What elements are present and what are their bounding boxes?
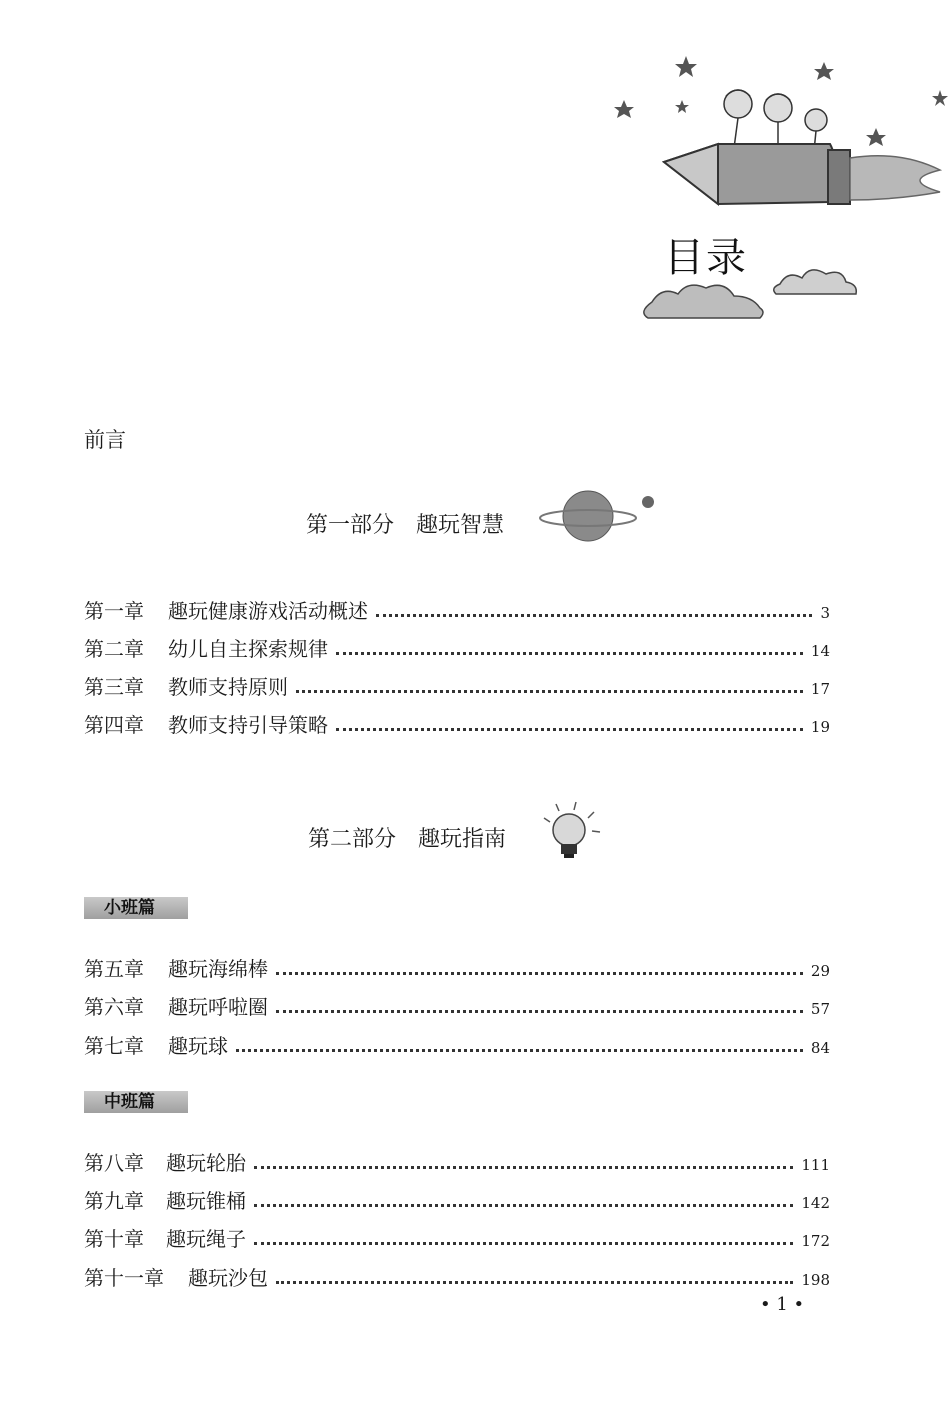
- chapter-title: 教师支持原则: [168, 675, 288, 699]
- chapter-number: 第三章: [84, 675, 144, 699]
- chapter-number: 第五章: [84, 957, 144, 981]
- toc-entry[interactable]: [84, 1261, 830, 1291]
- dot-leader: [376, 614, 812, 617]
- chapter-title: 趣玩健康游戏活动概述: [168, 599, 368, 623]
- dot-leader: [276, 1010, 803, 1013]
- part-one-label: 第一部分: [306, 513, 395, 538]
- chapter-title: 幼儿自主探索规律: [168, 637, 328, 661]
- lightbulb-icon: [536, 800, 606, 862]
- part-two-heading: [308, 822, 506, 853]
- page-ref: 3: [820, 604, 830, 622]
- part-one-name: 趣玩智慧: [416, 513, 505, 538]
- page-ref: 142: [801, 1194, 830, 1212]
- toc-entry[interactable]: [84, 670, 830, 700]
- chapter-title: 趣玩绳子: [166, 1227, 246, 1251]
- chapter-number: 第四章: [84, 713, 144, 737]
- page-ref: 19: [810, 718, 830, 736]
- dot-leader: [276, 1281, 793, 1284]
- dot-leader: [254, 1204, 793, 1207]
- chapter-number: 第十一章: [84, 1266, 164, 1290]
- chapter-number: 第八章: [84, 1151, 144, 1175]
- page-ref: 17: [810, 680, 830, 698]
- dot-leader: [336, 728, 803, 731]
- dot-leader: [236, 1049, 803, 1052]
- toc-entry[interactable]: [84, 952, 830, 982]
- dot-leader: [254, 1242, 793, 1245]
- toc-entry[interactable]: [84, 1222, 830, 1252]
- page-ref: 111: [801, 1156, 830, 1174]
- dot-leader: [254, 1166, 793, 1169]
- chapter-title: 教师支持引导策略: [168, 713, 328, 737]
- page-ref: 198: [801, 1271, 830, 1289]
- chapter-number: 第一章: [84, 599, 144, 623]
- toc-entry[interactable]: [84, 1029, 830, 1059]
- cloud-icon: [774, 270, 857, 294]
- chapter-title: 趣玩球: [168, 1034, 228, 1058]
- toc-entry[interactable]: [84, 990, 830, 1020]
- toc-entry[interactable]: [84, 632, 830, 662]
- toc-title: 目录: [664, 235, 748, 281]
- chapter-number: 第九章: [84, 1189, 144, 1213]
- dot-leader: [336, 652, 803, 655]
- chapter-number: 第十章: [84, 1227, 144, 1251]
- part-one-heading: [306, 508, 504, 539]
- toc-entry[interactable]: [84, 1146, 830, 1176]
- page-ref: 57: [810, 1000, 830, 1018]
- section-label-small: 小班篇: [84, 897, 188, 919]
- page-number: • 1 •: [760, 1294, 805, 1315]
- planet-icon: [528, 486, 658, 546]
- chapter-title: 趣玩海绵棒: [168, 957, 268, 981]
- section-label-middle: 中班篇: [84, 1091, 188, 1113]
- dot-leader: [296, 690, 803, 693]
- preface-entry[interactable]: 前言: [84, 428, 126, 452]
- page-ref: 14: [810, 642, 830, 660]
- cloud-icon: [644, 285, 763, 318]
- chapter-title: 趣玩沙包: [188, 1266, 268, 1290]
- page-ref: 172: [801, 1232, 830, 1250]
- toc-entry[interactable]: [84, 594, 830, 624]
- chapter-number: 第六章: [84, 995, 144, 1019]
- rocket-illustration: [600, 40, 952, 340]
- chapter-title: 趣玩轮胎: [166, 1151, 246, 1175]
- chapter-title: 趣玩呼啦圈: [168, 995, 268, 1019]
- page-ref: 29: [810, 962, 830, 980]
- page-ref: 84: [810, 1039, 830, 1057]
- chapter-number: 第七章: [84, 1034, 144, 1058]
- dot-leader: [276, 972, 803, 975]
- part-two-label: 第二部分: [308, 827, 397, 852]
- part-two-name: 趣玩指南: [418, 827, 507, 852]
- chapter-number: 第二章: [84, 637, 144, 661]
- toc-entry[interactable]: [84, 708, 830, 738]
- chapter-title: 趣玩锥桶: [166, 1189, 246, 1213]
- toc-entry[interactable]: [84, 1184, 830, 1214]
